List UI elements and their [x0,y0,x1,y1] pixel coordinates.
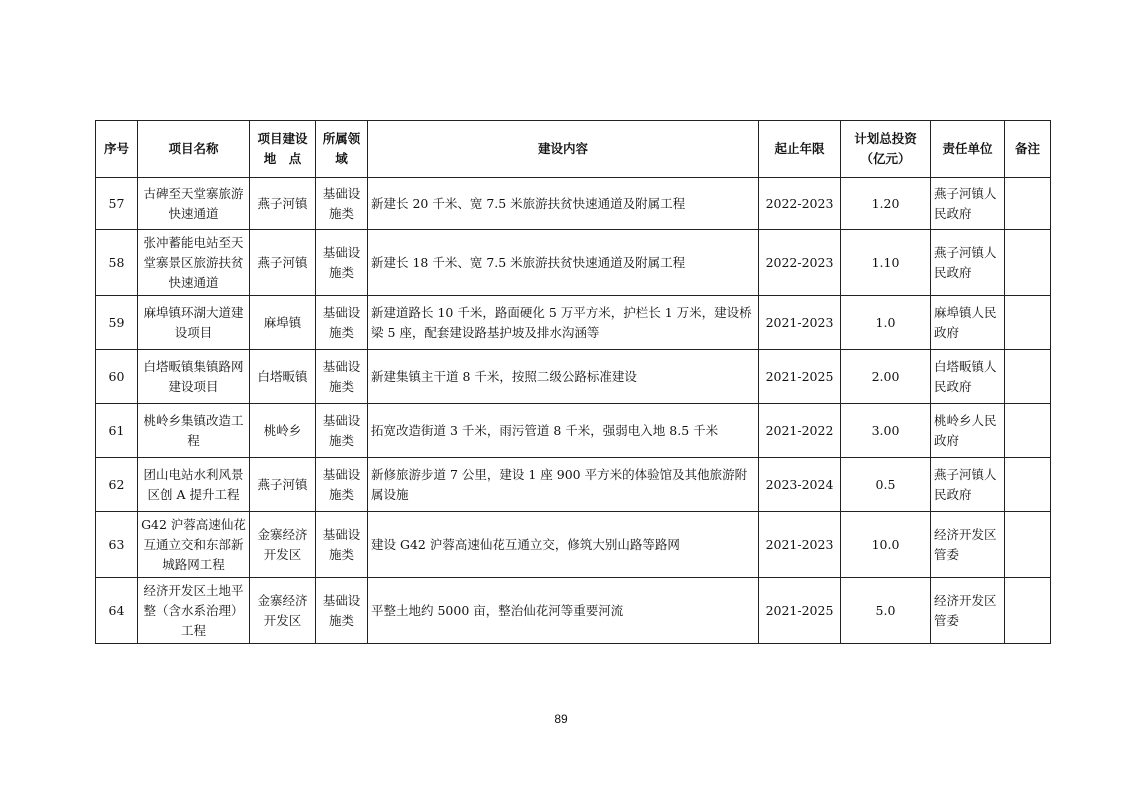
table-row [96,578,1051,644]
cell-remarks [1005,230,1051,296]
cell-remarks [1005,296,1051,350]
cell-index: 60 [96,350,138,404]
cell-responsible-unit: 燕子河镇人民政府 [931,458,1005,512]
cell-field: 基础设施类 [316,578,368,644]
cell-index: 57 [96,178,138,230]
cell-field: 基础设施类 [316,296,368,350]
cell-investment: 1.10 [841,230,931,296]
cell-content: 新建集镇主干道 8 千米，按照二级公路标准建设 [368,350,759,404]
cell-investment: 0.5 [841,458,931,512]
header-investment: 计划总投资（亿元） [841,121,931,178]
cell-content: 新建长 18 千米、宽 7.5 米旅游扶贫快速通道及附属工程 [368,230,759,296]
cell-location: 麻埠镇 [250,296,316,350]
cell-project-name: 经济开发区土地平整（含水系治理）工程 [138,578,250,644]
project-table [95,120,1051,644]
cell-content: 建设 G42 沪蓉高速仙花互通立交，修筑大别山路等路网 [368,512,759,578]
cell-investment: 3.00 [841,404,931,458]
cell-content: 新修旅游步道 7 公里，建设 1 座 900 平方米的体验馆及其他旅游附属设施 [368,458,759,512]
cell-index: 62 [96,458,138,512]
table-row [96,350,1051,404]
cell-index: 61 [96,404,138,458]
cell-responsible-unit: 燕子河镇人民政府 [931,230,1005,296]
cell-field: 基础设施类 [316,350,368,404]
cell-project-name: 张冲蓄能电站至天堂寨景区旅游扶贫快速通道 [138,230,250,296]
header-project-name: 项目名称 [138,121,250,178]
table-row [96,296,1051,350]
cell-remarks [1005,458,1051,512]
header-index: 序号 [96,121,138,178]
cell-years: 2021-2023 [759,512,841,578]
cell-years: 2021-2025 [759,350,841,404]
cell-index: 64 [96,578,138,644]
cell-investment: 2.00 [841,350,931,404]
table-row [96,458,1051,512]
header-responsible-unit: 责任单位 [931,121,1005,178]
page-number: 89 [554,712,568,726]
header-remarks: 备注 [1005,121,1051,178]
cell-years: 2021-2025 [759,578,841,644]
cell-index: 63 [96,512,138,578]
cell-responsible-unit: 麻埠镇人民政府 [931,296,1005,350]
header-field: 所属领域 [316,121,368,178]
cell-content: 平整土地约 5000 亩，整治仙花河等重要河流 [368,578,759,644]
cell-investment: 1.20 [841,178,931,230]
cell-remarks [1005,578,1051,644]
cell-project-name: 古碑至天堂寨旅游快速通道 [138,178,250,230]
table-header-row [96,121,1051,178]
cell-field: 基础设施类 [316,230,368,296]
cell-remarks [1005,404,1051,458]
cell-years: 2023-2024 [759,458,841,512]
cell-investment: 10.0 [841,512,931,578]
cell-remarks [1005,350,1051,404]
cell-investment: 5.0 [841,578,931,644]
table-row [96,230,1051,296]
cell-years: 2022-2023 [759,230,841,296]
table-row [96,178,1051,230]
cell-remarks [1005,178,1051,230]
cell-years: 2022-2023 [759,178,841,230]
cell-location: 燕子河镇 [250,230,316,296]
cell-responsible-unit: 燕子河镇人民政府 [931,178,1005,230]
cell-content: 新建长 20 千米、宽 7.5 米旅游扶贫快速通道及附属工程 [368,178,759,230]
cell-content: 新建道路长 10 千米，路面硬化 5 万平方米，护栏长 1 万米，建设桥梁 5 座，配套建设路基护坡及排水沟涵等 [368,296,759,350]
cell-responsible-unit: 桃岭乡人民政府 [931,404,1005,458]
cell-field: 基础设施类 [316,178,368,230]
cell-index: 58 [96,230,138,296]
cell-location: 金寨经济开发区 [250,578,316,644]
cell-project-name: 麻埠镇环湖大道建设项目 [138,296,250,350]
cell-project-name: 桃岭乡集镇改造工程 [138,404,250,458]
cell-location: 白塔畈镇 [250,350,316,404]
cell-responsible-unit: 白塔畈镇人民政府 [931,350,1005,404]
cell-location: 燕子河镇 [250,458,316,512]
header-years: 起止年限 [759,121,841,178]
cell-project-name: 白塔畈镇集镇路网建设项目 [138,350,250,404]
cell-years: 2021-2023 [759,296,841,350]
table-row [96,404,1051,458]
cell-index: 59 [96,296,138,350]
table-row [96,512,1051,578]
cell-project-name: 团山电站水利风景区创 A 提升工程 [138,458,250,512]
cell-location: 桃岭乡 [250,404,316,458]
cell-location: 燕子河镇 [250,178,316,230]
cell-field: 基础设施类 [316,458,368,512]
cell-field: 基础设施类 [316,404,368,458]
cell-investment: 1.0 [841,296,931,350]
header-location: 项目建设地 点 [250,121,316,178]
cell-responsible-unit: 经济开发区管委 [931,578,1005,644]
cell-field: 基础设施类 [316,512,368,578]
cell-years: 2021-2022 [759,404,841,458]
header-content: 建设内容 [368,121,759,178]
cell-location: 金寨经济开发区 [250,512,316,578]
cell-content: 拓宽改造街道 3 千米，雨污管道 8 千米，强弱电入地 8.5 千米 [368,404,759,458]
cell-responsible-unit: 经济开发区管委 [931,512,1005,578]
cell-remarks [1005,512,1051,578]
cell-project-name: G42 沪蓉高速仙花互通立交和东部新城路网工程 [138,512,250,578]
